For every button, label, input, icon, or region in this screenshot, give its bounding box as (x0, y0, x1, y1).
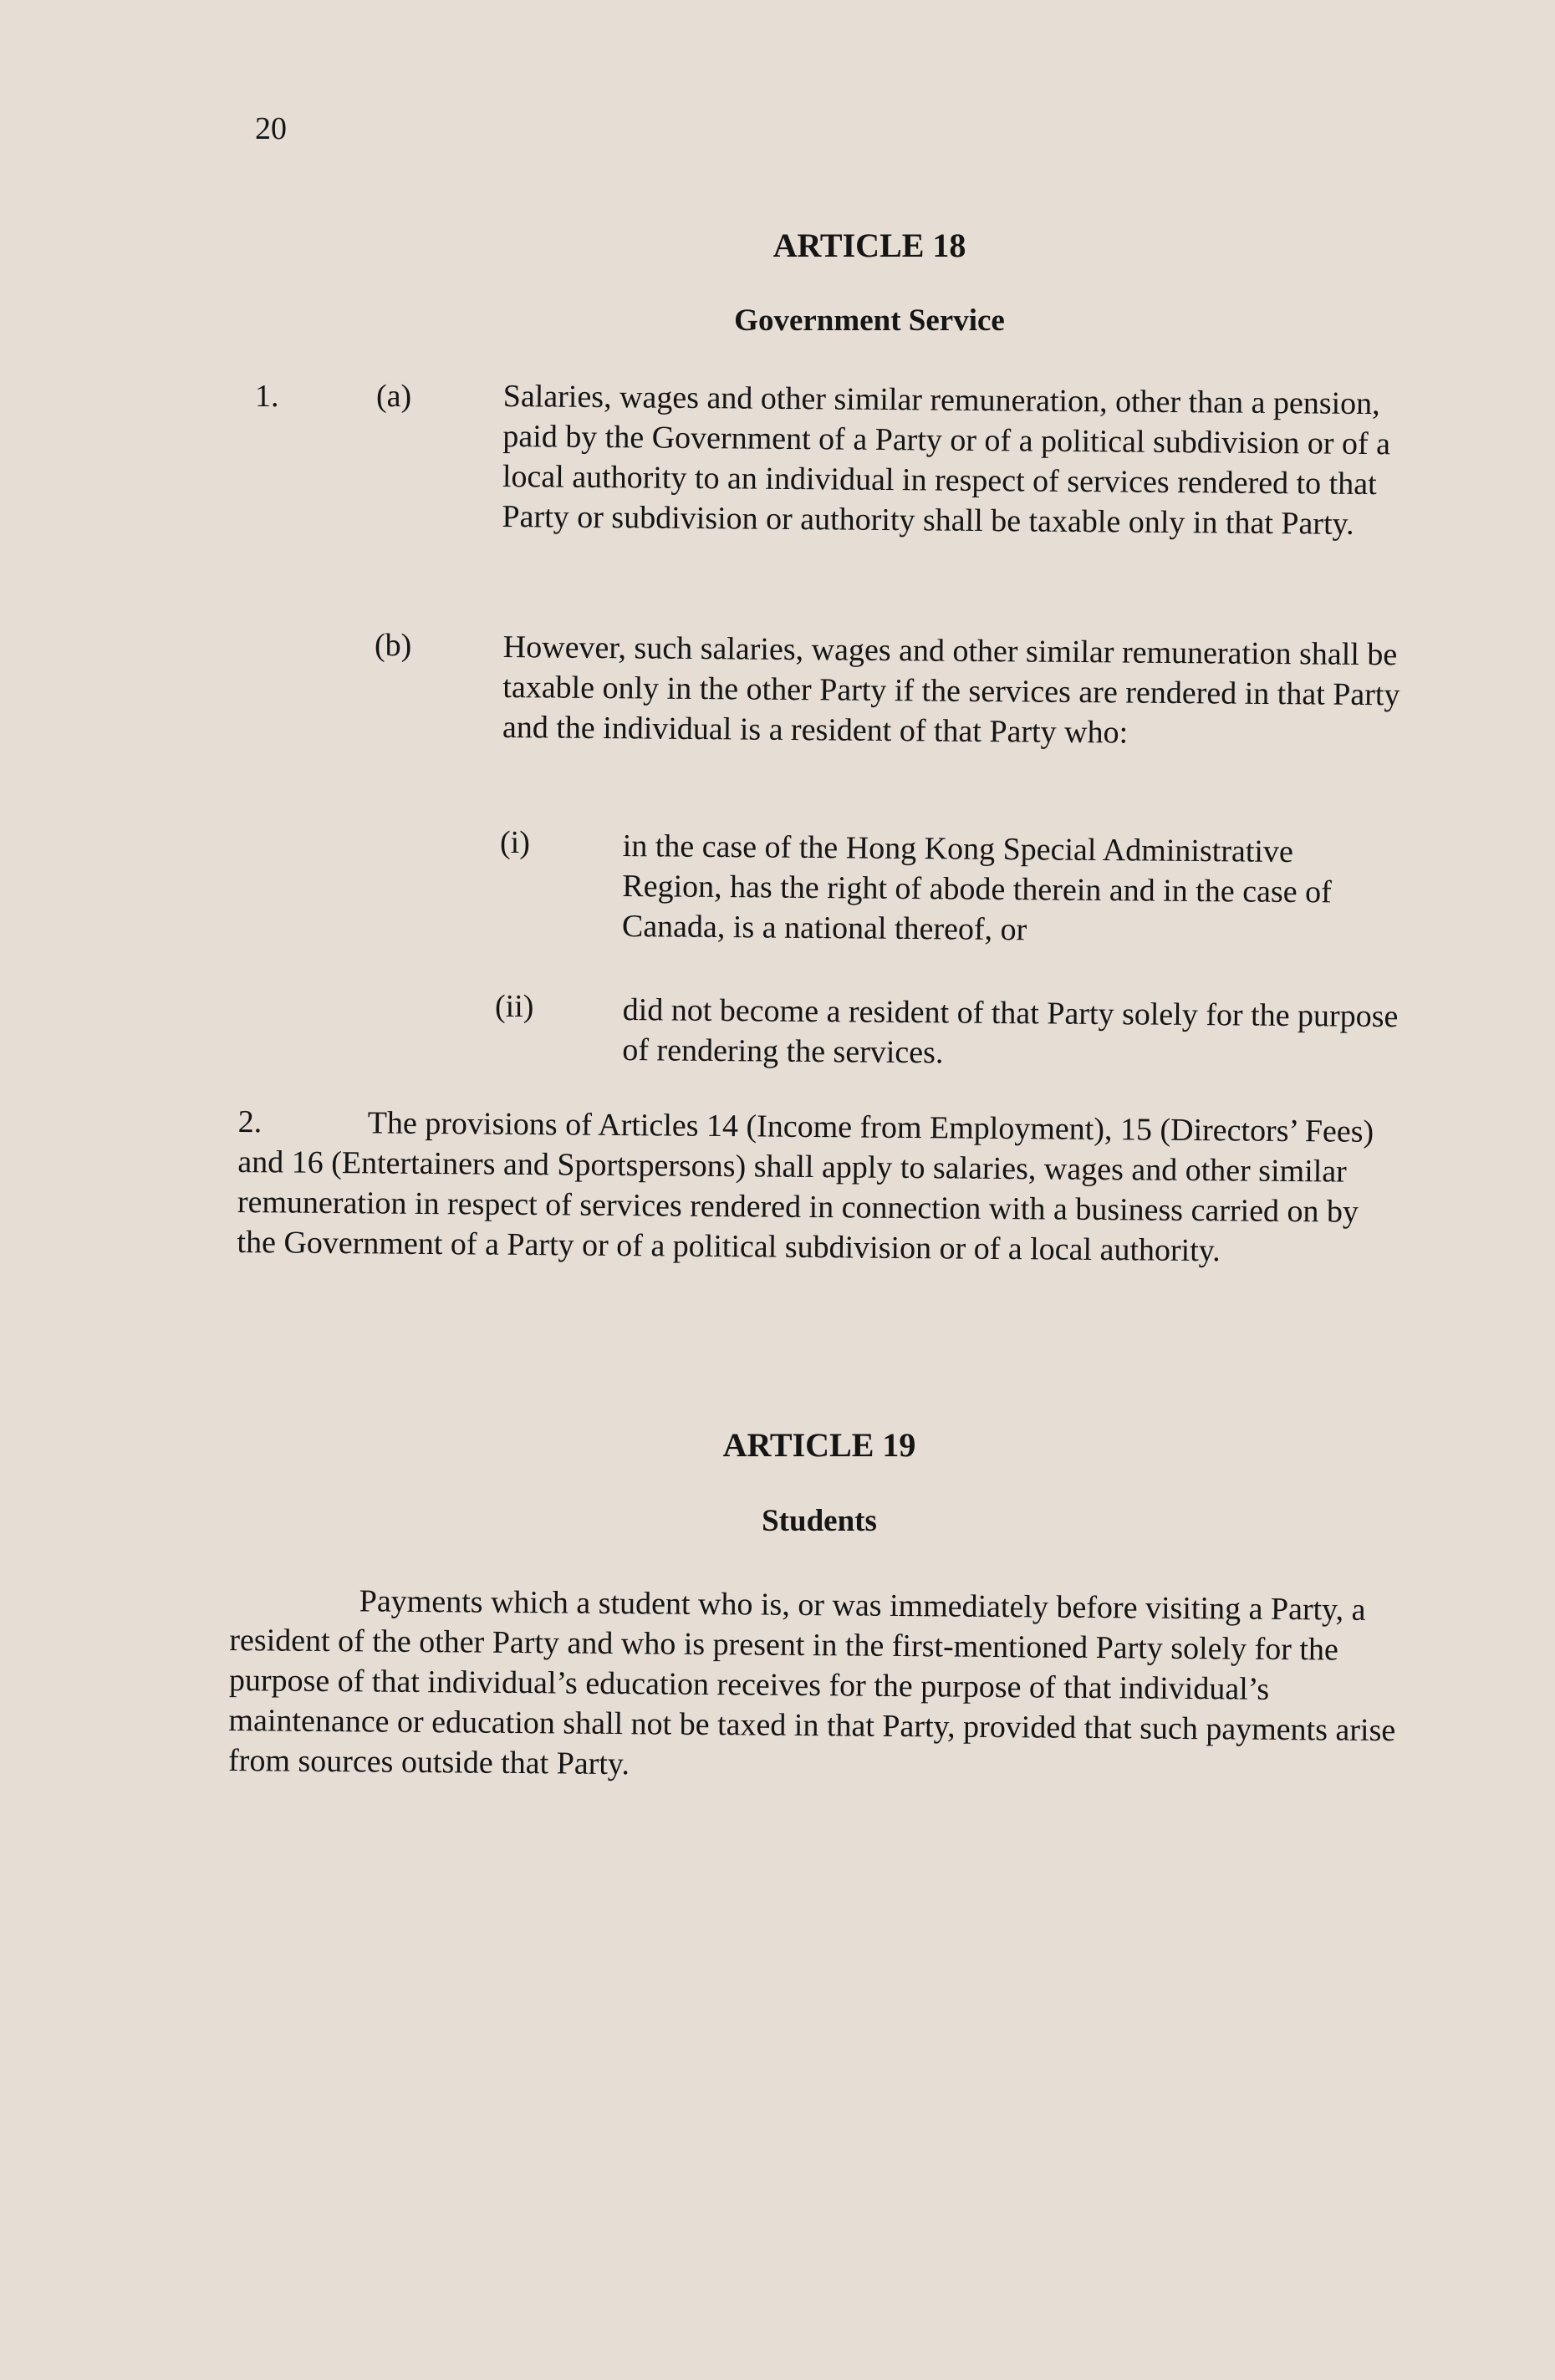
paragraph-2-number: 2. (237, 1103, 263, 1140)
paragraph-2-text: The provisions of Articles 14 (Income from Employment), 15 (Directors’ Fees) and 16 (Entertainers and Sportspersons) shall apply to salaries, wages and other similar remuneration in respect of services rendered in connection with a business carried on by the Government of a Party or of a political subdivision or of a local authority. (237, 1105, 1374, 1269)
subparagraph-a-label: (a) (376, 379, 412, 414)
paragraph-1-number: 1. (255, 379, 279, 414)
subparagraph-b-text: However, such salaries, wages and other similar remuneration shall be taxable only in the other Party if the services are rendered in that Party and the individual is a resident of that Party who: (502, 629, 1400, 751)
page-number: 20 (255, 111, 287, 146)
clause-i-text: in the case of the Hong Kong Special Administrative Region, has the right of abode therein and in the case of Canada, is a national thereof, or (621, 828, 1332, 948)
subparagraph-b-label: (b) (375, 628, 412, 663)
article-19-text: Payments which a student who is, or was immediately before visiting a Party, a resident of the other Party and who is present in the first-mentioned Party solely for the purpose of that individual’s education receives for the purpose of that individual’s maintenance or education shall not be taxed in that Party, provided that such payments arise from sources outside that Party. (227, 1583, 1396, 1782)
clause-i-label: (i) (500, 825, 530, 860)
subparagraph-a-text: Salaries, wages and other similar remuneration, other than a pension, paid by the Government of a Party or of a political subdivision or of a local authority to an individual in respect of services rendered to that Party or subdivision or authority shall be taxable only in that Party. (502, 378, 1391, 542)
clause-ii-text: did not become a resident of that Party solely for the purpose of rendering the services. (622, 991, 1399, 1071)
article-18-subtitle: Government Service (734, 303, 1005, 338)
paragraph-2 (237, 1102, 1396, 1272)
article-18-title: ARTICLE 18 (772, 227, 966, 264)
article-19-subtitle: Students (762, 1504, 877, 1538)
article-19-title: ARTICLE 19 (722, 1426, 916, 1464)
clause-ii-label: (ii) (495, 989, 534, 1024)
